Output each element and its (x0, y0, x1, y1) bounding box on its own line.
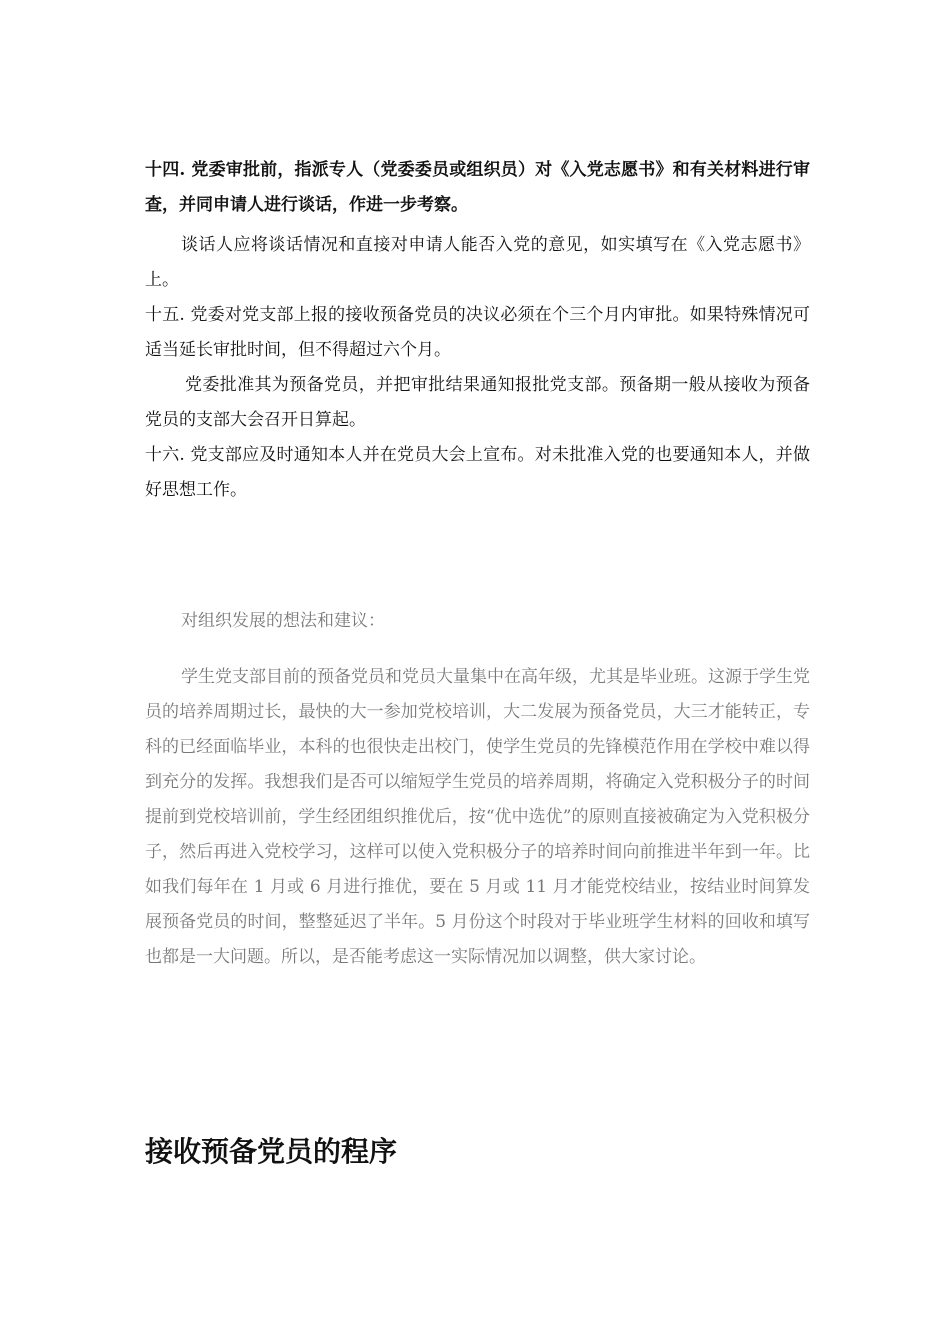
section-heading-procedure: 接收预备党员的程序 (145, 1135, 398, 1168)
suggestion-body: 学生党支部目前的预备党员和党员大量集中在高年级，尤其是毕业班。这源于学生党员的培养周期过长，最快的大一参加党校培训，大二发展为预备党员，大三才能转正，专科的已经面临毕业，本科的也很快走出校门，使学生党员的先锋模范作用在学校中难以得到充分的发挥。我想我们是否可以缩短学生党员的培养周期，将确定入党积极分子的时间提前到党校培训前，学生经团组织推优后，按“优中选优”的原则直接被确定为入党积极分子，然后再进入党校学习，这样可以使入党积极分子的培养时间向前推进半年到一年。比如我们每年在 1 月或 6 月进行推优，要在 5 月或 11 月才能党校结业，按结业时间算发展预备党员的时间，整整延迟了半年。5 月份这个时段对于毕业班学生材料的回收和填写也都是一大问题。所以，是否能考虑这一实际情况加以调整，供大家讨论。 (145, 667, 810, 967)
suggestion-title: 对组织发展的想法和建议： (181, 611, 385, 631)
section-15-heading: 十五. 党委对党支部上报的接收预备党员的决议必须在个三个月内审批。如果特殊情况可适当延长审批时间，但不得超过六个月。 (145, 305, 810, 360)
section-14-heading: 十四. 党委审批前，指派专人（党委委员或组织员）对《入党志愿书》和有关材料进行审查，并同申请人进行谈话，作进一步考察。 (145, 160, 810, 215)
section-16-heading: 十六. 党支部应及时通知本人并在党员大会上宣布。对未批准入党的也要通知本人，并做好思想工作。 (145, 445, 810, 500)
section-15-body: 党委批准其为预备党员，并把审批结果通知报批党支部。预备期一般从接收为预备党员的支部大会召开日算起。 (145, 375, 810, 430)
section-14-body: 谈话人应将谈话情况和直接对申请人能否入党的意见，如实填写在《入党志愿书》上。 (145, 235, 810, 290)
